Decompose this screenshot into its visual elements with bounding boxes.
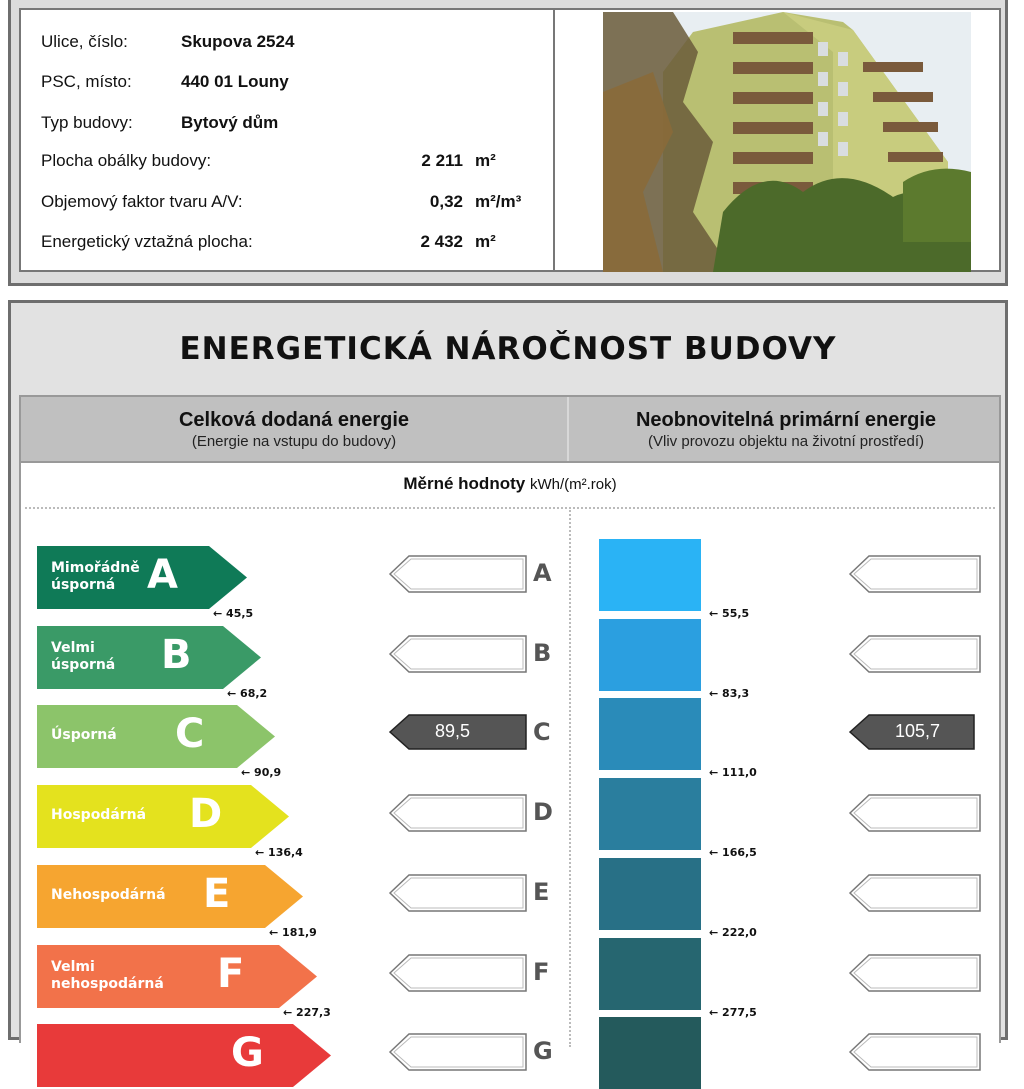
right-empty-slot	[849, 635, 981, 673]
primary-energy-class-bar	[599, 539, 701, 611]
right-column-subheading: (Vliv provozu objektu na životní prostředí)	[648, 433, 924, 450]
primary-energy-class-bar	[599, 778, 701, 850]
slot-class-letter: C	[533, 718, 551, 747]
dotted-separator	[25, 507, 995, 509]
slot-class-letter: D	[533, 798, 553, 827]
energy-title: ENERGETICKÁ NÁROČNOST BUDOVY	[179, 331, 837, 367]
energy-class-label-line1: Úsporná	[51, 727, 117, 744]
energy-performance-panel	[8, 300, 1008, 1077]
left-class-boundary: ← 136,4	[255, 846, 303, 860]
energy-class-label	[51, 560, 140, 594]
left-value-label: 89,5	[435, 721, 471, 742]
shape-factor-label: Objemový faktor tvaru A/V:	[41, 192, 243, 211]
slot-class-letter: B	[533, 638, 552, 667]
reference-area-label: Energetický vztažná plocha:	[41, 232, 253, 251]
primary-energy-class-bar	[599, 1017, 701, 1089]
type-value: Bytový dům	[181, 113, 279, 132]
energy-class-letter: E	[203, 870, 231, 917]
left-class-boundary: ← 68,2	[227, 686, 268, 700]
right-class-boundary: ← 222,0	[709, 925, 757, 939]
street-value: Skupova 2524	[181, 32, 295, 51]
right-empty-slot	[849, 954, 981, 992]
slot-class-letter: G	[533, 1037, 553, 1066]
energy-class-label	[51, 959, 164, 993]
left-class-boundary: ← 181,9	[269, 925, 317, 939]
energy-class-e-arrow	[37, 865, 303, 929]
building-details	[21, 10, 555, 270]
energy-class-letter: G	[231, 1030, 264, 1077]
reference-area-value: 2 432	[420, 232, 463, 251]
right-class-boundary: ← 55,5	[709, 607, 750, 620]
right-class-boundary: ← 277,5	[709, 1005, 757, 1019]
energy-class-letter: F	[217, 950, 245, 997]
left-class-boundary: ← 90,9	[241, 766, 282, 780]
primary-energy-class-bar	[599, 698, 701, 770]
primary-energy-class-bar	[599, 858, 701, 930]
reference-area-unit: m²	[475, 232, 496, 251]
energy-class-label-line1: Velmi	[51, 958, 95, 975]
slot-class-letter: F	[533, 957, 550, 986]
energy-class-f-arrow	[37, 945, 317, 1009]
street-label: Ulice, číslo:	[41, 32, 128, 51]
left-class-boundary: ← 45,5	[213, 607, 254, 620]
units-row	[21, 463, 999, 507]
city-value: 440 01 Louny	[181, 72, 289, 91]
left-column-header	[21, 397, 569, 461]
energy-class-label-line1: Nehospodárná	[51, 886, 166, 903]
energy-class-letter: B	[161, 631, 192, 678]
right-empty-slot	[849, 794, 981, 832]
left-empty-slot	[389, 635, 527, 673]
shape-factor-unit: m²/m³	[475, 192, 522, 211]
left-empty-slot	[389, 555, 527, 593]
energy-class-a-arrow	[37, 546, 247, 610]
left-class-boundary: ← 227,3	[283, 1005, 331, 1019]
left-column-subheading: (Energie na vstupu do budovy)	[191, 433, 397, 450]
columns-header	[19, 395, 1001, 463]
energy-class-g-arrow	[37, 1024, 331, 1088]
dotted-column-divider	[569, 507, 571, 1047]
left-empty-slot	[389, 1033, 527, 1071]
right-column-heading: Neobnovitelná primární energie	[635, 409, 937, 431]
energy-class-label-line2: úsporná	[51, 577, 116, 593]
right-value-indicator	[849, 714, 981, 752]
units-text: kWh/(m².rok)	[529, 476, 617, 493]
right-empty-slot	[849, 1033, 981, 1071]
energy-class-label	[51, 887, 166, 904]
left-empty-slot	[389, 874, 527, 912]
energy-class-b-arrow	[37, 626, 261, 690]
type-label: Typ budovy:	[41, 113, 133, 132]
right-empty-slot	[849, 555, 981, 593]
envelope-label: Plocha obálky budovy:	[41, 151, 212, 170]
building-info-box	[19, 8, 1001, 272]
energy-class-label	[51, 807, 146, 824]
left-empty-slot	[389, 954, 527, 992]
envelope-value: 2 211	[421, 151, 463, 170]
energy-class-label	[51, 640, 115, 674]
building-photo	[603, 12, 971, 272]
building-info-panel	[8, 0, 1008, 286]
primary-energy-class-bar	[599, 619, 701, 691]
energy-class-label-line1: Mimořádně	[51, 560, 140, 576]
right-class-boundary: ← 83,3	[709, 686, 750, 700]
right-value-label: 105,7	[895, 721, 941, 742]
energy-scale-area	[19, 463, 1001, 1077]
energy-class-letter: A	[147, 552, 178, 598]
left-column-heading: Celková dodaná energie	[178, 409, 410, 431]
right-class-boundary: ← 111,0	[709, 766, 757, 780]
energy-class-c-arrow	[37, 705, 275, 769]
energy-class-label-line1: Hospodárná	[51, 807, 147, 824]
shape-factor-value: 0,32	[429, 192, 463, 211]
energy-class-label	[51, 727, 117, 744]
city-label: PSC, místo:	[41, 72, 132, 91]
energy-class-letter: D	[189, 791, 223, 838]
energy-class-label-line2: nehospodárná	[51, 975, 164, 992]
energy-class-d-arrow	[37, 785, 289, 849]
slot-class-letter: E	[533, 877, 550, 906]
right-column-header	[571, 397, 1001, 461]
primary-energy-class-bar	[599, 938, 701, 1010]
energy-class-letter: C	[175, 711, 205, 758]
slot-class-letter: A	[533, 559, 552, 587]
left-empty-slot	[389, 794, 527, 832]
energy-class-label-line1: Velmi	[51, 639, 95, 656]
units-heading: Měrné hodnoty	[403, 474, 526, 493]
right-empty-slot	[849, 874, 981, 912]
left-value-indicator	[389, 714, 527, 752]
energy-class-label-line2: úsporná	[51, 656, 116, 673]
right-class-boundary: ← 166,5	[709, 846, 757, 860]
envelope-unit: m²	[475, 151, 496, 170]
